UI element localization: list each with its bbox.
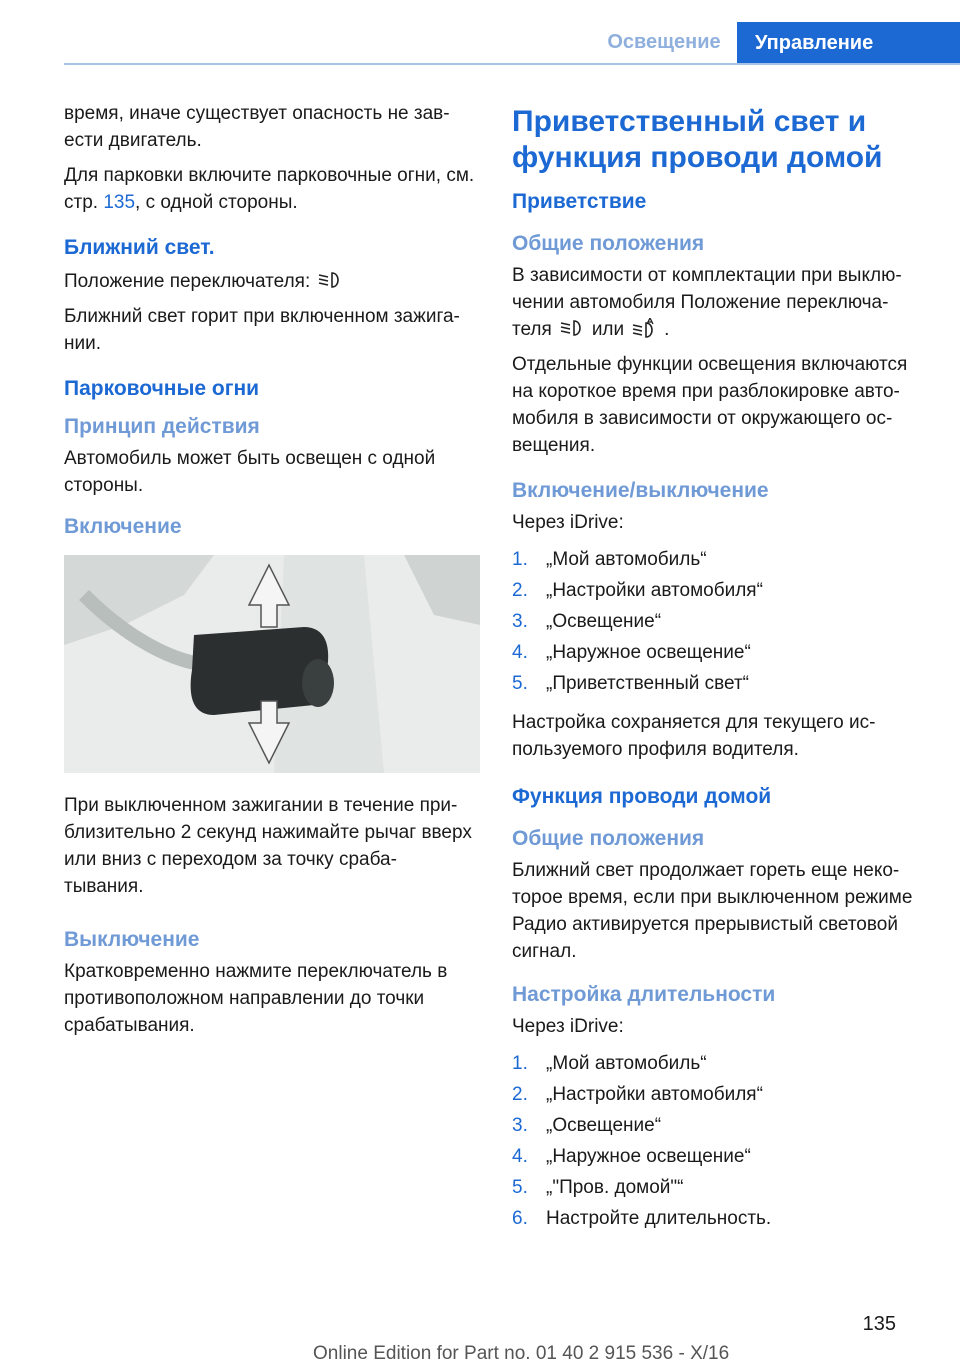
list-number: 3. — [512, 1115, 528, 1136]
page-number: 135 — [862, 1313, 896, 1335]
page-header — [0, 0, 960, 64]
header-chapter-tab: Управление — [737, 22, 960, 64]
edition-note: Online Edition for Part no. 01 40 2 915 536 - X/16 — [313, 1343, 730, 1364]
paragraph: Ближний свет горит при включенном зажига‐ нии. — [64, 306, 460, 354]
auto-headlight-icon — [630, 318, 658, 338]
heading-principle: Принцип действия — [64, 415, 260, 438]
list-item — [512, 668, 932, 699]
low-beam-icon — [558, 318, 586, 338]
list-item — [512, 1203, 932, 1234]
list-number: 4. — [512, 642, 528, 663]
list-item — [512, 575, 932, 606]
page-link[interactable]: 135 — [103, 192, 136, 213]
list-number: 3. — [512, 611, 528, 632]
text: . — [664, 319, 670, 340]
heading-welcome: Приветствие — [512, 190, 647, 213]
heading-general: Общие положения — [512, 827, 705, 850]
list-text: „Наружное освещение“ — [546, 642, 751, 663]
list-item — [512, 1141, 932, 1172]
list-text: „Настройки автомобиля“ — [546, 580, 763, 601]
list-number: 5. — [512, 1177, 528, 1198]
heading-on-off: Включение/выключение — [512, 479, 769, 502]
list-number: 2. — [512, 1084, 528, 1105]
list-text: „Освещение“ — [546, 1115, 662, 1136]
list-item — [512, 1079, 932, 1110]
paragraph: При выключенном зажигании в течение при‐ близительно 2 секунд нажимайте рычаг вверх или вниз с переходом за точку сраба‐ тывания. — [64, 795, 472, 897]
list-item — [512, 637, 932, 668]
paragraph: Через iDrive: — [512, 512, 624, 533]
list-text: Настройте длительность. — [546, 1208, 772, 1229]
list-item — [512, 1110, 932, 1141]
text: Для парковки включите парковочные огни, см. стр. — [64, 165, 475, 213]
list-text: „"Пров. домой"“ — [546, 1177, 684, 1198]
text: В зависимости от комплектации при выклю‐ чении автомобиля Положение переключа‐ теля — [512, 265, 902, 340]
paragraph: Отдельные функции освещения включаются на короткое время при разблокировке авто‐ мобиля в зависимости от окружающего ос‐ вещения. — [512, 354, 908, 456]
heading-low-beam: Ближний свет. — [64, 236, 215, 259]
list-number: 4. — [512, 1146, 528, 1167]
list-text: „Мой автомобиль“ — [546, 549, 707, 570]
steps-list-welcome — [512, 544, 932, 699]
list-text: „Освещение“ — [546, 611, 662, 632]
paragraph: время, иначе существует опасность не зав‐ ести двигатель. — [64, 103, 450, 151]
list-text: „Приветственный свет“ — [546, 673, 749, 694]
text: , с одной стороны. — [135, 192, 298, 213]
header-section-label: Освещение — [607, 31, 721, 53]
paragraph: Ближний свет продолжает гореть еще неко‐ торое время, если при выключенном режиме Радио активируется прерывистый световой сигнал. — [512, 860, 913, 962]
left-column — [64, 100, 480, 1047]
list-number: 1. — [512, 1053, 528, 1074]
right-column — [512, 100, 932, 1244]
heading-general: Общие положения — [512, 232, 705, 255]
list-number: 1. — [512, 549, 528, 570]
list-text: „Мой автомобиль“ — [546, 1053, 707, 1074]
list-text: „Настройки автомобиля“ — [546, 1084, 763, 1105]
steps-list-duration — [512, 1048, 932, 1234]
text: Положение переключателя: — [64, 271, 311, 292]
list-text: „Наружное освещение“ — [546, 1146, 751, 1167]
list-number: 6. — [512, 1208, 528, 1229]
heading-switch-off: Выключение — [64, 928, 200, 951]
list-number: 2. — [512, 580, 528, 601]
paragraph: Кратковременно нажмите переключатель в противоположном направлении до точки срабатывания. — [64, 961, 448, 1036]
header-rule — [64, 63, 960, 65]
heading-welcome-light: Приветственный свет и функция проводи домой — [512, 105, 883, 174]
list-item — [512, 1048, 932, 1079]
paragraph-parking-ref — [64, 162, 480, 216]
paragraph: Автомобиль может быть освещен с одной стороны. — [64, 448, 436, 496]
list-number: 5. — [512, 673, 528, 694]
list-item — [512, 1172, 932, 1203]
heading-duration-setting: Настройка длительности — [512, 983, 776, 1006]
text: или — [591, 319, 625, 340]
heading-parking-lights: Парковочные огни — [64, 377, 260, 400]
heading-follow-me-home: Функция проводи домой — [512, 785, 772, 808]
low-beam-icon — [316, 270, 344, 290]
list-item — [512, 606, 932, 637]
paragraph-switch-positions — [512, 262, 932, 343]
paragraph: Через iDrive: — [512, 1016, 624, 1037]
paragraph-switch-position — [64, 268, 480, 295]
heading-switch-on: Включение — [64, 515, 182, 538]
paragraph: Настройка сохраняется для текущего ис‐ пользуемого профиля водителя. — [512, 712, 876, 760]
turn-signal-lever-photo — [64, 555, 480, 773]
list-item — [512, 544, 932, 575]
